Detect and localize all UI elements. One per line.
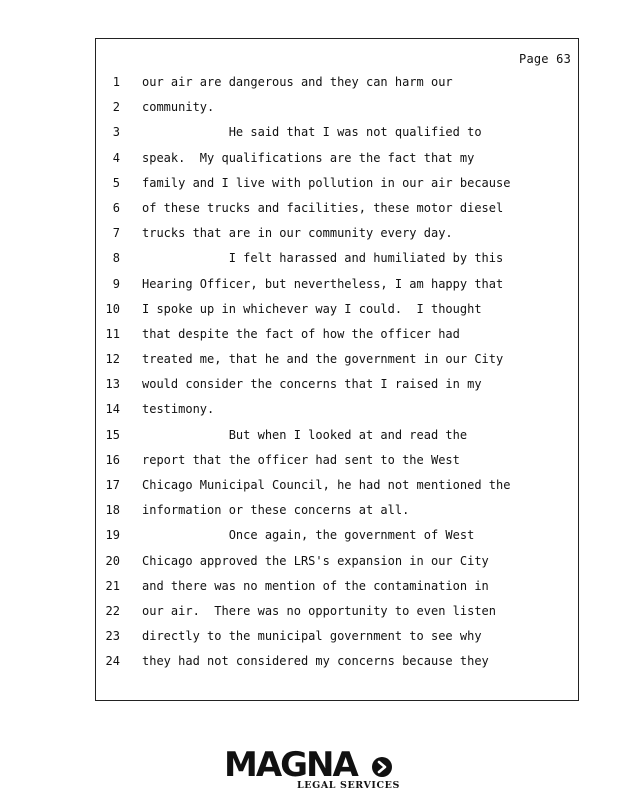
transcript-line [96,275,578,300]
line-text: speak. My qualifications are the fact that my [142,150,475,165]
arrow-circle-icon [372,757,392,777]
line-number: 13 [105,377,120,392]
transcript-line [96,501,578,526]
line-number: 18 [105,503,120,518]
transcript-line [96,526,578,551]
page-number: Page 63 [519,52,571,66]
line-number: 1 [112,75,120,89]
line-text: our air. There was no opportunity to even listen [142,603,497,618]
line-number: 5 [112,175,120,190]
line-number: 2 [112,100,120,115]
line-number: 3 [112,125,120,140]
transcript-line [96,325,578,350]
transcript-line [96,476,578,501]
line-text: But when I looked at and read the [142,427,468,442]
line-number: 11 [105,326,120,341]
transcript-line [96,602,578,627]
line-text: would consider the concerns that I raised in my [142,377,482,392]
line-text: Chicago approved the LRS's expansion in our City [142,553,489,568]
magna-logo [224,745,404,792]
line-number: 12 [105,352,120,367]
transcript-line [96,249,578,274]
transcript-page [95,38,579,701]
line-text: treated me, that he and the government in our City [142,352,504,367]
line-text: and there was no mention of the contamination in [142,578,489,593]
line-text: of these trucks and facilities, these motor diesel [142,200,504,215]
transcript-line [96,426,578,451]
line-number: 10 [105,301,120,316]
line-number: 8 [112,251,120,266]
line-text: family and I live with pollution in our air because [142,175,511,190]
line-number: 21 [105,578,120,593]
transcript-line [96,123,578,148]
line-number: 19 [105,528,120,543]
line-text: trucks that are in our community every day. [142,226,453,241]
line-number: 7 [112,226,120,241]
line-number: 20 [105,553,120,568]
line-number: 23 [105,629,120,644]
line-text: He said that I was not qualified to [142,125,482,140]
transcript-line [96,552,578,577]
transcript-line [96,224,578,249]
transcript-line [96,451,578,476]
line-text: our air are dangerous and they can harm our [142,75,453,89]
transcript-line [96,400,578,425]
transcript-line [96,300,578,325]
transcript-line [96,174,578,199]
transcript-line [96,98,578,123]
line-text: that despite the fact of how the officer had [142,326,460,341]
transcript-line [96,350,578,375]
logo-wordmark: MAGNA [224,745,357,785]
transcript-lines [96,73,578,678]
line-text: Once again, the government of West [142,528,475,543]
line-number: 9 [112,276,120,291]
line-text: Chicago Municipal Council, he had not mentioned the [142,478,511,492]
line-number: 17 [105,478,120,492]
line-text: I spoke up in whichever way I could. I thought [142,301,482,316]
logo-tagline: LEGAL SERVICES [297,780,400,791]
transcript-line [96,627,578,652]
transcript-line [96,149,578,174]
line-number: 24 [105,654,120,669]
line-number: 16 [105,452,120,467]
line-number: 15 [105,427,120,442]
transcript-line [96,73,578,98]
line-text: testimony. [142,402,215,417]
line-text: information or these concerns at all. [142,503,410,518]
line-text: Hearing Officer, but nevertheless, I am happy that [142,276,504,291]
transcript-line [96,577,578,602]
line-number: 14 [105,402,120,417]
line-number: 22 [105,603,120,618]
transcript-line [96,652,578,677]
line-text: community. [142,100,215,115]
line-text: directly to the municipal government to see why [142,629,482,644]
line-text: report that the officer had sent to the West [142,452,460,467]
line-text: they had not considered my concerns because they [142,654,489,669]
line-number: 4 [112,150,120,165]
line-number: 6 [112,200,120,215]
line-text: I felt harassed and humiliated by this [142,251,504,266]
transcript-line [96,199,578,224]
transcript-line [96,375,578,400]
